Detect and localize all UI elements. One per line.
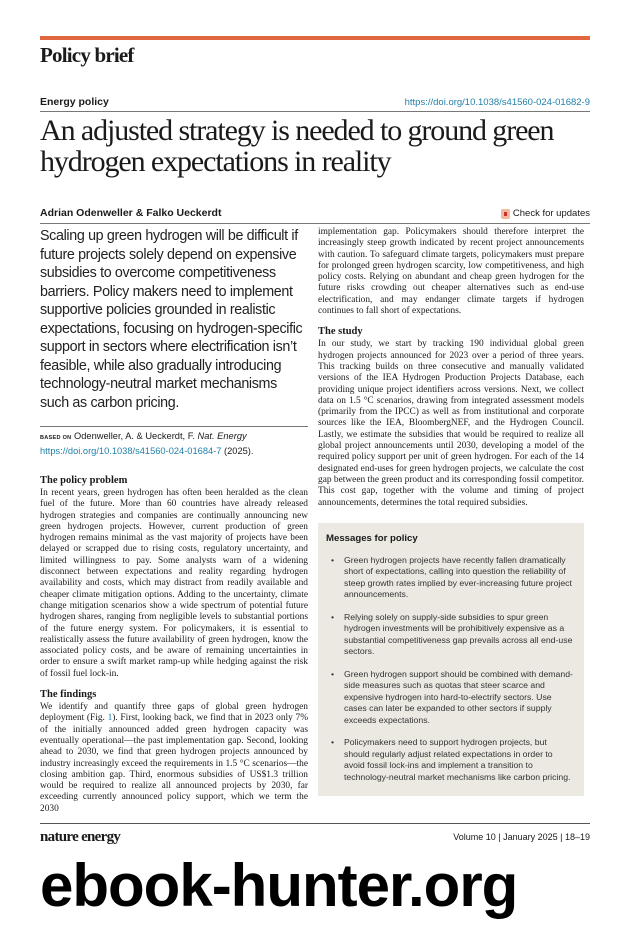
section-heading: The study xyxy=(318,326,363,338)
section-body xyxy=(40,702,308,815)
list-item: • Green hydrogen projects have recently fallen dramatically short of expectations, calling into question the reliability of steep growth rates implied by ever-increasing future project announcements. xyxy=(326,555,574,601)
watermark: ebook-hunter.org xyxy=(40,852,518,920)
authors: Adrian Odenweller & Falko Ueckerdt xyxy=(40,207,222,219)
findings-text: We identify and quantify three gaps of global green hydrogen deployment (Fig. xyxy=(40,702,308,724)
list-item: • Green hydrogen support should be combined with demand-side measures such as quotas that steer scarce and expensive hydrogen into hard-to-electrify sectors. Use cases can later be expanded to other sectors if supply exceeds expectations. xyxy=(326,669,574,727)
article-columns xyxy=(40,227,584,815)
section-body: In recent years, green hydrogen has often been heralded as the clean fuel of the future. More than 60 countries have already released hydrogen strategies and companies are continually announcing new green hydrogen projects. However, current production of green hydrogen remains minimal as the vast majority of projects have been delayed or scrapped due to rising costs, regulatory uncertainty, and limited willingness to pay. Some analysts warn of a widening disconnect between expectations and reality regarding hydrogen availability and costs, which may distract from readily available and cheaper climate mitigation options. Adding to the uncertainty, climate change mitigation scenarios show a wide spectrum of potential future hydrogen shares, ranging from negligible levels to substantial portions of the future energy system. For policymakers, it is essential to realistically assess the future availability of green hydrogen, know the associated policy costs, and be aware of remaining uncertainties in order to ensure a swift market ramp-up while hedging against the risk of fossil fuel lock-in. xyxy=(40,488,308,679)
based-on-citation xyxy=(40,426,308,458)
policy-problem-section xyxy=(40,474,308,680)
messages-for-policy-box xyxy=(318,523,584,797)
header-accent-bar xyxy=(40,36,590,40)
doi-link[interactable]: https://doi.org/10.1038/s41560-024-01682-9 xyxy=(404,97,590,108)
journal-logo: nature energy xyxy=(40,829,121,846)
page-title: An adjusted strategy is needed to ground green hydrogen expectations in reality xyxy=(40,114,554,178)
findings-text: ). First, looking back, we find that in 2023 only 7% of the initially announced added green hydrogen capacity was eventually operational—the past implementation gap. Second, looking ahead to 2030, we find that green hydrogen projects announced by industry increasingly exceed the requirements in 1.5 °C scenarios—the closing ambition gap. Third, enormous subsidies of US$1.3 trillion would be required to realize all announced projects by 2030, far exceeding currently announced policy support, which we term the 2030 xyxy=(40,713,309,814)
section-heading: The findings xyxy=(40,689,97,701)
check-updates-label: Check for updates xyxy=(512,208,590,219)
section-body: implementation gap. Policymakers should therefore interpret the increasingly steep growth indicated by recent project announcements with caution. To safeguard climate targets, policymakers must prepare for prolonged green hydrogen scarcity, low competitiveness, and high policy costs. Relying on abundant and cheap green hydrogen for the future risks crowding out cheaper alternatives such as end-use electrification, and may endanger climate targets if hydrogen continues to fall short of expectations. xyxy=(318,227,584,317)
findings-section xyxy=(40,688,308,815)
citation-year: (2025). xyxy=(224,446,254,456)
based-on-tag: BASED ON xyxy=(40,435,72,441)
article-type: Policy brief xyxy=(40,43,134,67)
section-heading: The policy problem xyxy=(40,475,128,486)
update-badge-icon xyxy=(501,209,510,219)
section-label: Energy policy xyxy=(40,96,109,108)
list-item: • Relying solely on supply-side subsidies to spur green hydrogen investments will be prohibitively expensive as a substantial competitiveness gap prevails across all end-use sectors. xyxy=(326,612,574,658)
findings-continued xyxy=(318,227,584,317)
page-footer xyxy=(40,823,590,846)
left-column xyxy=(40,227,308,815)
abstract: Scaling up green hydrogen will be difficult if future projects solely depend on expensive subsidies to overcome competitiveness barriers. Policy makers need to implement supportive policies grounded in realistic expectations, focusing on hydrogen-specific support in sectors where electrification isn’t feasible, while also gradually introducing technology-neutral market mechanisms such as carbon pricing. xyxy=(40,228,303,411)
figure-link[interactable]: 1 xyxy=(107,713,113,724)
section-row xyxy=(40,96,590,112)
citation-link[interactable]: https://doi.org/10.1038/s41560-024-01684-7 xyxy=(40,446,222,456)
study-section xyxy=(318,325,584,508)
citation-authors: Odenweller, A. & Ueckerdt, F. xyxy=(74,431,195,441)
right-column xyxy=(318,227,584,815)
author-row xyxy=(40,207,590,224)
box-heading: Messages for policy xyxy=(326,532,418,544)
list-item: • Policymakers need to support hydrogen projects, but should regularly adjust related expectations in order to avoid fossil lock-ins and implement a transition to technology-neutral market mechanisms like carbon pricing. xyxy=(326,737,574,783)
issue-info: Volume 10 | January 2025 | 18–19 xyxy=(453,832,590,843)
check-updates-button[interactable] xyxy=(501,208,590,219)
section-body: In our study, we start by tracking 190 individual global green hydrogen projects announced for 2023 over a period of three years. This tracking builds on three consecutive and manually validated versions of the IEA Hydrogen Production Projects Database, each providing unique project identifiers across versions. Next, we collect data on 1.5 °C scenarios, drawing from integrated assessment models (primarily from the IPCC) as well as from institutional and corporate sources like the IEA, BloombergNEF, and the Hydrogen Council. Lastly, we estimate the subsidies that would be required to realize all global project announcements until 2030, developing a model of the required policy support per unit of green hydrogen. For each of the 14 designated end-uses for green hydrogen projects, we calculate the cost gap between the green product and its corresponding fossil competitor. This cost gap, together with the volume and timing of project announcements, determines the total required subsidies. xyxy=(318,339,584,508)
citation-journal: Nat. Energy xyxy=(197,431,247,441)
